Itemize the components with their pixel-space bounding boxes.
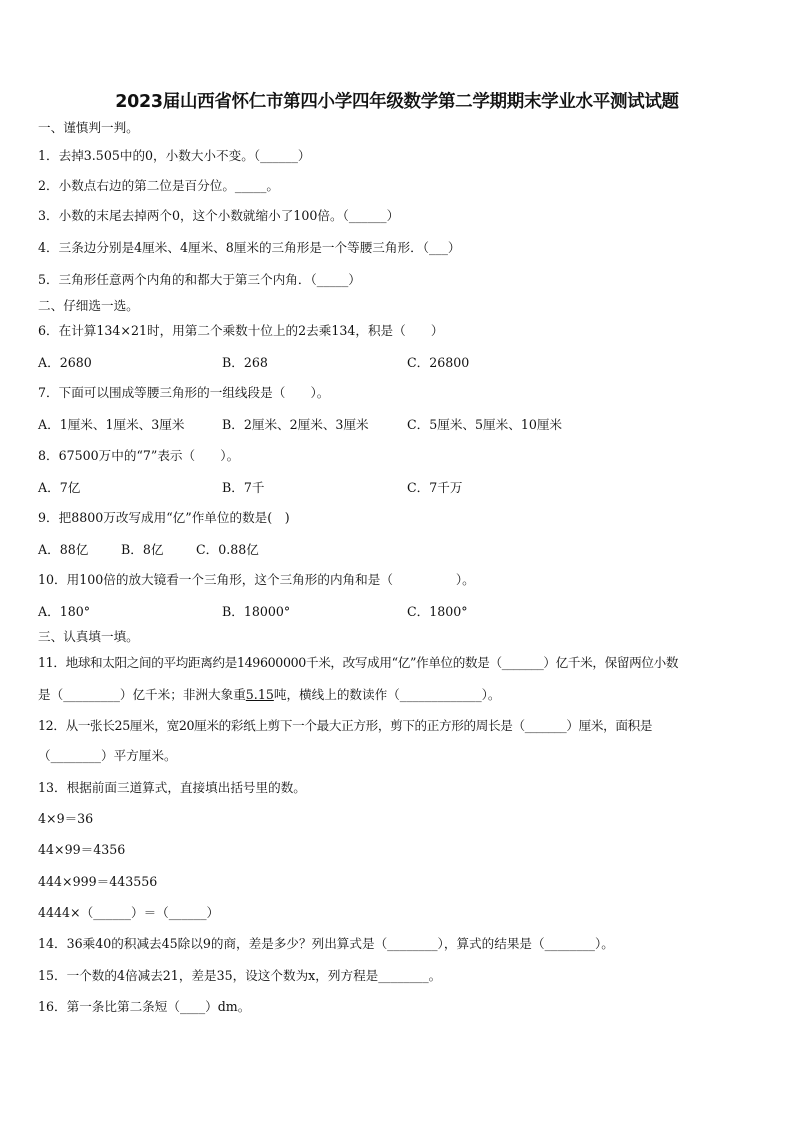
question-8-option-b: B．7千 [222,480,265,495]
question-9-option-c: C．0.88亿 [196,542,259,557]
question-11-line-1: 11．地球和太阳之间的平均距离约是149600000千米，改写成用“亿”作单位的数是（_______）亿千米，保留两位小数 [38,655,679,670]
question-6-option-b: B．268 [222,355,268,370]
question-8-option-a: A．7亿 [38,480,81,495]
question-14: 14．36乘40的积减去45除以9的商，差是多少？列出算式是（________），算式的结果是（________）。 [38,936,614,951]
question-4: 4．三条边分别是4厘米、4厘米、8厘米的三角形是一个等腰三角形．（___） [38,240,461,255]
question-7: 7．下面可以围成等腰三角形的一组线段是（ ）。 [38,385,330,400]
question-13: 13．根据前面三道算式，直接填出括号里的数。 [38,780,306,795]
question-13-equation-4: 4444×（______）＝（______） [38,905,220,920]
question-10-option-b: B．18000° [222,604,291,619]
question-3: 3．小数的末尾去掉两个0，这个小数就缩小了100倍。（______） [38,208,400,223]
question-2: 2．小数点右边的第二位是百分位。_____。 [38,178,279,193]
question-5: 5．三角形任意两个内角的和都大于第三个内角．（_____） [38,272,361,287]
section-heading-1: 一、谨慎判一判。 [38,120,139,135]
question-16: 16．第一条比第二条短（____）dm。 [38,999,251,1014]
question-13-equation-2: 44×99＝4356 [38,842,126,857]
question-6-option-a: A．2680 [38,355,92,370]
section-heading-3: 三、认真填一填。 [38,629,139,644]
question-7-option-b: B．2厘米、2厘米、3厘米 [222,417,369,432]
question-12-line-2: （________）平方厘米。 [38,748,177,763]
question-15: 15．一个数的4倍减去21，差是35，设这个数为x，列方程是________。 [38,968,442,983]
question-9-option-a: A．88亿 [38,542,89,557]
question-10: 10．用100倍的放大镜看一个三角形，这个三角形的内角和是（ ）。 [38,572,475,587]
question-9-option-b: B．8亿 [121,542,164,557]
question-1: 1．去掉3.505中的0，小数大小不变。（______） [38,148,311,163]
question-10-option-a: A．180° [38,604,91,619]
section-heading-2: 二、仔细选一选。 [38,298,139,313]
question-11-text-a: 是（_________）亿千米；非洲大象重 [38,687,246,702]
question-6-option-c: C．26800 [407,355,470,370]
question-7-option-c: C．5厘米、5厘米、10厘米 [407,417,563,432]
question-13-equation-3: 444×999＝443556 [38,874,158,889]
question-10-option-c: C．1800° [407,604,468,619]
question-7-option-a: A．1厘米、1厘米、3厘米 [38,417,185,432]
question-11-line-2 [38,685,764,705]
question-12-line-1: 12．从一张长25厘米，宽20厘米的彩纸上剪下一个最大正方形，剪下的正方形的周长是（_______）厘米，面积是 [38,718,653,733]
question-9: 9．把8800万改写成用“亿”作单位的数是( ) [38,510,290,525]
question-11-text-b: 吨，横线上的数读作（_____________）。 [273,687,501,702]
page-title: 2023届山西省怀仁市第四小学四年级数学第二学期期末学业水平测试试题 [115,92,679,112]
question-13-equation-1: 4×9＝36 [38,811,94,826]
question-6: 6．在计算134×21时，用第二个乘数十位上的2去乘134，积是（ ） [38,323,444,338]
question-11-underlined-number: 5.15 [245,687,274,702]
question-8-option-c: C．7千万 [407,480,463,495]
question-8: 8．67500万中的“7”表示（ ）。 [38,448,240,463]
